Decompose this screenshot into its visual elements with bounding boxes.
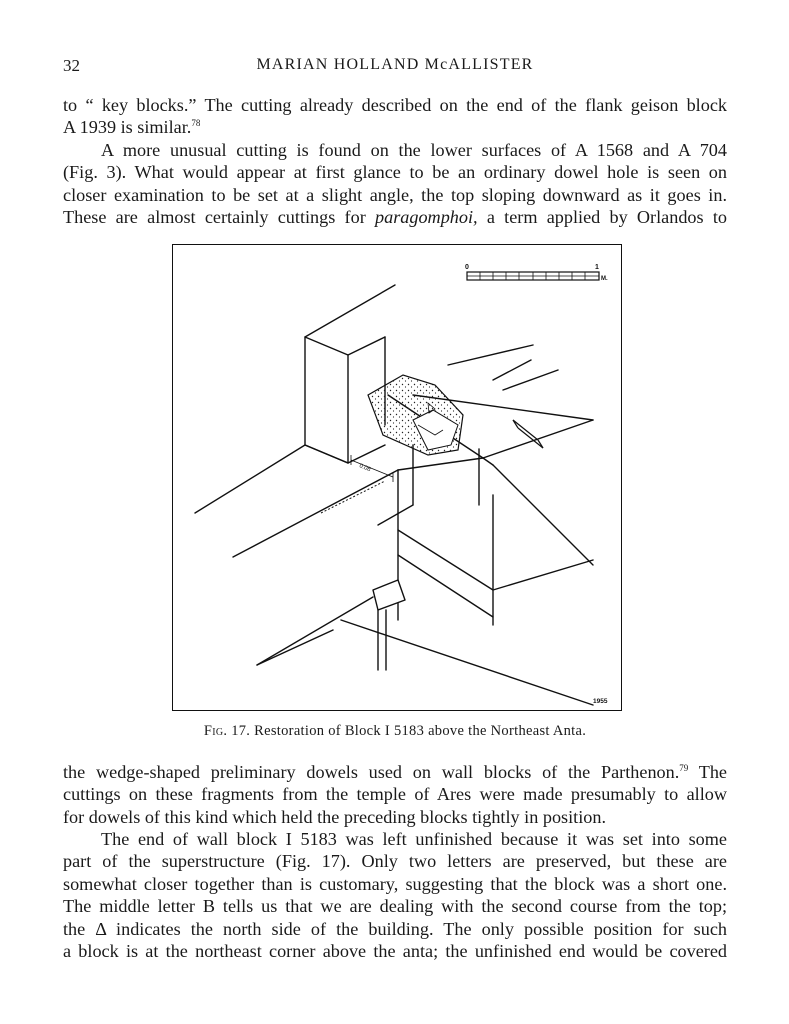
text-span: a term applied by Orlandos to [477,207,727,228]
dowel-clamp [513,420,543,448]
scale-one: 1 [595,264,599,271]
footnote-ref: 78 [191,118,201,129]
figure-17 [172,244,622,711]
text-line [63,206,727,228]
dashed-line [321,481,385,513]
text-line: for dowels of this kind which held the preceding blocks tightly in position. [63,806,607,827]
text-span: the wedge-shaped preliminary dowels used on wall blocks of the Parthenon. [63,762,680,782]
text-line: part of the superstructure (Fig. 17). Only two letters are preserved, but these are [63,851,727,872]
text-line: closer examination to be set at a slight angle, the top sloping downward as it goes in. [63,184,727,205]
text-span: The [688,762,727,782]
paragraph-2 [63,139,727,229]
restoration-drawing [173,245,623,712]
text-line: cuttings on these fragments from the temple of Ares were made presumably to allow [63,784,727,805]
drawing-date: 1955 [593,698,608,705]
text-line: a block is at the northeast corner above the anta; the unfinished end would be covered [63,941,727,962]
text-line: The end of wall block I 5183 was left unfinished because it was set into some [101,829,727,849]
text-span: A 1939 is similar. [63,117,192,138]
dimension-label: 0.08 [358,463,372,474]
paragraph-1 [63,94,727,139]
stippled-block-end [368,375,463,455]
text-line: A more unusual cutting is found on the lower surfaces of A 1568 and A 704 [101,140,727,160]
page-header [63,56,727,80]
figure-caption [63,723,727,740]
text-line: to “ key blocks.” The cutting already described on the end of the flank geison block [63,95,727,115]
footnote-ref: 79 [679,763,689,773]
text-line [63,116,727,138]
italic-term: paragomphoi, [375,207,478,228]
text-line [63,761,727,783]
text-line: somewhat closer together than is customary, suggesting that the block was a short one. [63,873,727,894]
scale-bar [465,264,608,282]
text-line: The middle letter B tells us that we are dealing with the second course from the top; [63,896,727,917]
caption-prefix: Fig. [203,723,228,739]
scale-zero: 0 [465,264,469,271]
paragraph-3 [63,761,727,828]
paragraph-4 [63,828,727,962]
text-span: These are almost certainly cuttings for [63,207,376,228]
page-number: 32 [63,56,80,75]
block-outlines [195,285,593,705]
scale-unit: M. [601,276,608,282]
text-line: (Fig. 3). What would appear at first glance to be an ordinary dowel hole is seen on [63,162,727,183]
text-line: the Δ indicates the north side of the building. The only possible position for such [63,918,727,939]
running-head: MARIAN HOLLAND McALLISTER [256,56,534,73]
caption-text: 17. Restoration of Block I 5183 above the Northeast Anta. [227,723,587,739]
